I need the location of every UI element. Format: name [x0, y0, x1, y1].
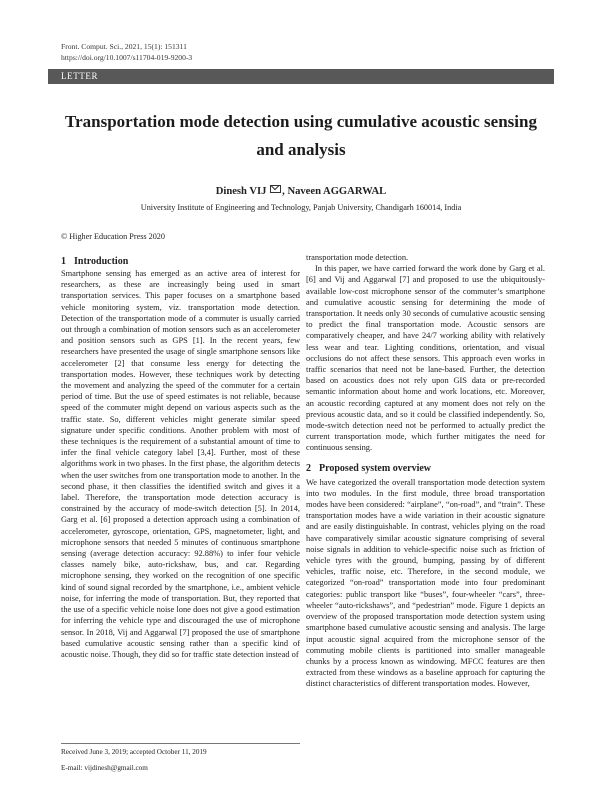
author-2: Naveen AGGARWAL	[287, 186, 387, 197]
affiliation: University Institute of Engineering and Technology, Panjab University, Chandigarh 160014, India	[140, 203, 462, 212]
section-heading-introduction	[61, 255, 300, 268]
author-separator: ,	[282, 186, 285, 197]
corresponding-email[interactable]: E-mail: vijdinesh@gmail.com	[61, 764, 148, 772]
journal-citation: Front. Comput. Sci., 2021, 15(1): 151311	[61, 42, 187, 51]
author-list	[48, 185, 554, 197]
section-title: Proposed system overview	[319, 462, 432, 474]
article-type-banner	[48, 69, 554, 84]
paragraph: In this paper, we have carried forward the work done by Garg et al. [6] and Vij and Aggarwal [7] and proposed to use the ubiquitously-available low-cost microphone sensor of the commuter’s smartphone and cumulative acoustic sensing for determining the mode of transportation. It needs only 30 seconds of cumulative acoustic sensing to predict the final transportation mode. Acoustic sensors are comparatively cheaper, and have 24/7 working ability with relatively less wear and tear. Lighting conditions, orientation, and visual occlusions do not affect these sensors. This approach even works in traffic scenarios that need not be lane-based. Further, the detection based on acoustics does not rely upon GIS data or pre-recorded semantic information about home and work locations, etc. Moreover, an acoustic recording captured at any moment does not rely on the previous acoustic data, and so it could be classified independently. So, mode-switch detection need not be performed to actually predict the current transportation mode, which further mitigates the need for continuous sensing.	[306, 264, 545, 453]
section-number: 1	[61, 256, 66, 267]
paragraph-continued: transportation mode detection.	[306, 253, 409, 262]
paper-title	[48, 108, 554, 164]
section-title: Introduction	[74, 256, 129, 267]
body-column-right	[306, 252, 545, 690]
title-line-1: Transportation mode detection using cumulative acoustic sensing	[65, 112, 537, 131]
body-column-left	[61, 255, 300, 660]
received-date: Received June 3, 2019; accepted October 11, 2019	[61, 748, 207, 756]
author-1: Dinesh VIJ	[215, 186, 267, 197]
copyright-notice: © Higher Education Press 2020	[61, 232, 165, 241]
journal-header	[61, 41, 192, 63]
title-line-2: and analysis	[256, 140, 346, 159]
corresponding-author-mail-icon[interactable]	[270, 185, 281, 193]
section-heading-system-overview	[306, 462, 545, 475]
paragraph: We have categorized the overall transportation mode detection system into two modules. In the first module, three broad transportation modes have been considered: “airplane”, “on-road”, and “train”. These transportation modes have a wide variation in their acoustic signature and are easily distinguishable. In contrast, vehicles plying on the road have comparatively similar acoustic signature comprising of several noise signals in addition to vehicle-specific noise such as friction of vehicle tyres with the ground, bumping, passing by of different vehicles, traffic noise, etc. Therefore, in the second module, we categorized “on-road” transportation mode into four predominant categories: public transport like “buses”, four-wheeler “cars”, three-wheeler “auto-rickshaws”, and “pedestrian” mode. Figure 1 depicts an overview of the proposed transportation mode detection system using smartphone based cumulative acoustic sensing and analysis. The large input acoustic signal acquired from the microphone sensor of the commuting mobile clients is partitioned into smaller manageable chunks by a process known as windowing. MFCC features are then extracted from these windows as a baseline approach for capturing the distinct characteristics of different transportation modes. However,	[306, 477, 545, 689]
article-type-label: LETTER	[61, 71, 99, 81]
section-number: 2	[306, 462, 311, 474]
journal-doi[interactable]: https://doi.org/10.1007/s11704-019-9200-3	[61, 53, 193, 62]
footnote-divider	[61, 743, 300, 744]
paragraph: Smartphone sensing has emerged as an active area of interest for researchers, as these are increasingly being used in smart transportation services. This paper focuses on a smartphone based vehicle monitoring system, viz. transportation mode detection. Detection of the transportation mode of a commuter is usually carried out through a combination of motion sensors such as an accelerometer and position sensors such as GPS [1]. In the recent years, few researchers have presented the usage of single smartphone sensors like accelerometer [2] that consume less energy for detecting the transportation modes. However, these techniques work by detecting the movement and analyzing the speed of the commuter for a certain period of time. But the use of speed estimates is not reliable, because speed of the commuter might depend on various aspects such as the traffic state. So, different vehicles might generate similar speed signature under specific conditions. Another problem with most of these techniques is the requirement of a substantial amount of time to infer the final vehicle category label [3,4]. Further, most of these algorithms work in two phases. In the first phase, the algorithm detects when the user switches from one transportation mode to another. In the second phase, it then classifies the identified switch and gives it a label. Therefore, the transportation mode detection accuracy is constrained by the accuracy of mode-switch detection [5]. In 2014, Garg et al. [6] proposed a detection approach using a combination of accelerometer, gyroscope, orientation, GPS, magnetometer, light, and microphone sensors that needed 5 minutes of continuous smartphone sensing (average detection accuracy: 92.88%) to infer four vehicle classes namely bike, auto-rickshaw, bus, and car. Regarding microphone sensing, they worked on the recognition of one specific kind of sound signal recorded by the smartphone, i.e., ambient vehicle noise, for inferring the mode of transportation. But, they reported that the use of a specific vehicle noise lone does not give a good estimation for inferring the vehicle type and discouraged the use of microphone sensor. In 2018, Vij and Aggarwal [7] proposed the use of smartphone based cumulative acoustic sensing rather than a specific kind of acoustic noise. Though, they did so for traffic state detection instead of	[61, 269, 300, 659]
